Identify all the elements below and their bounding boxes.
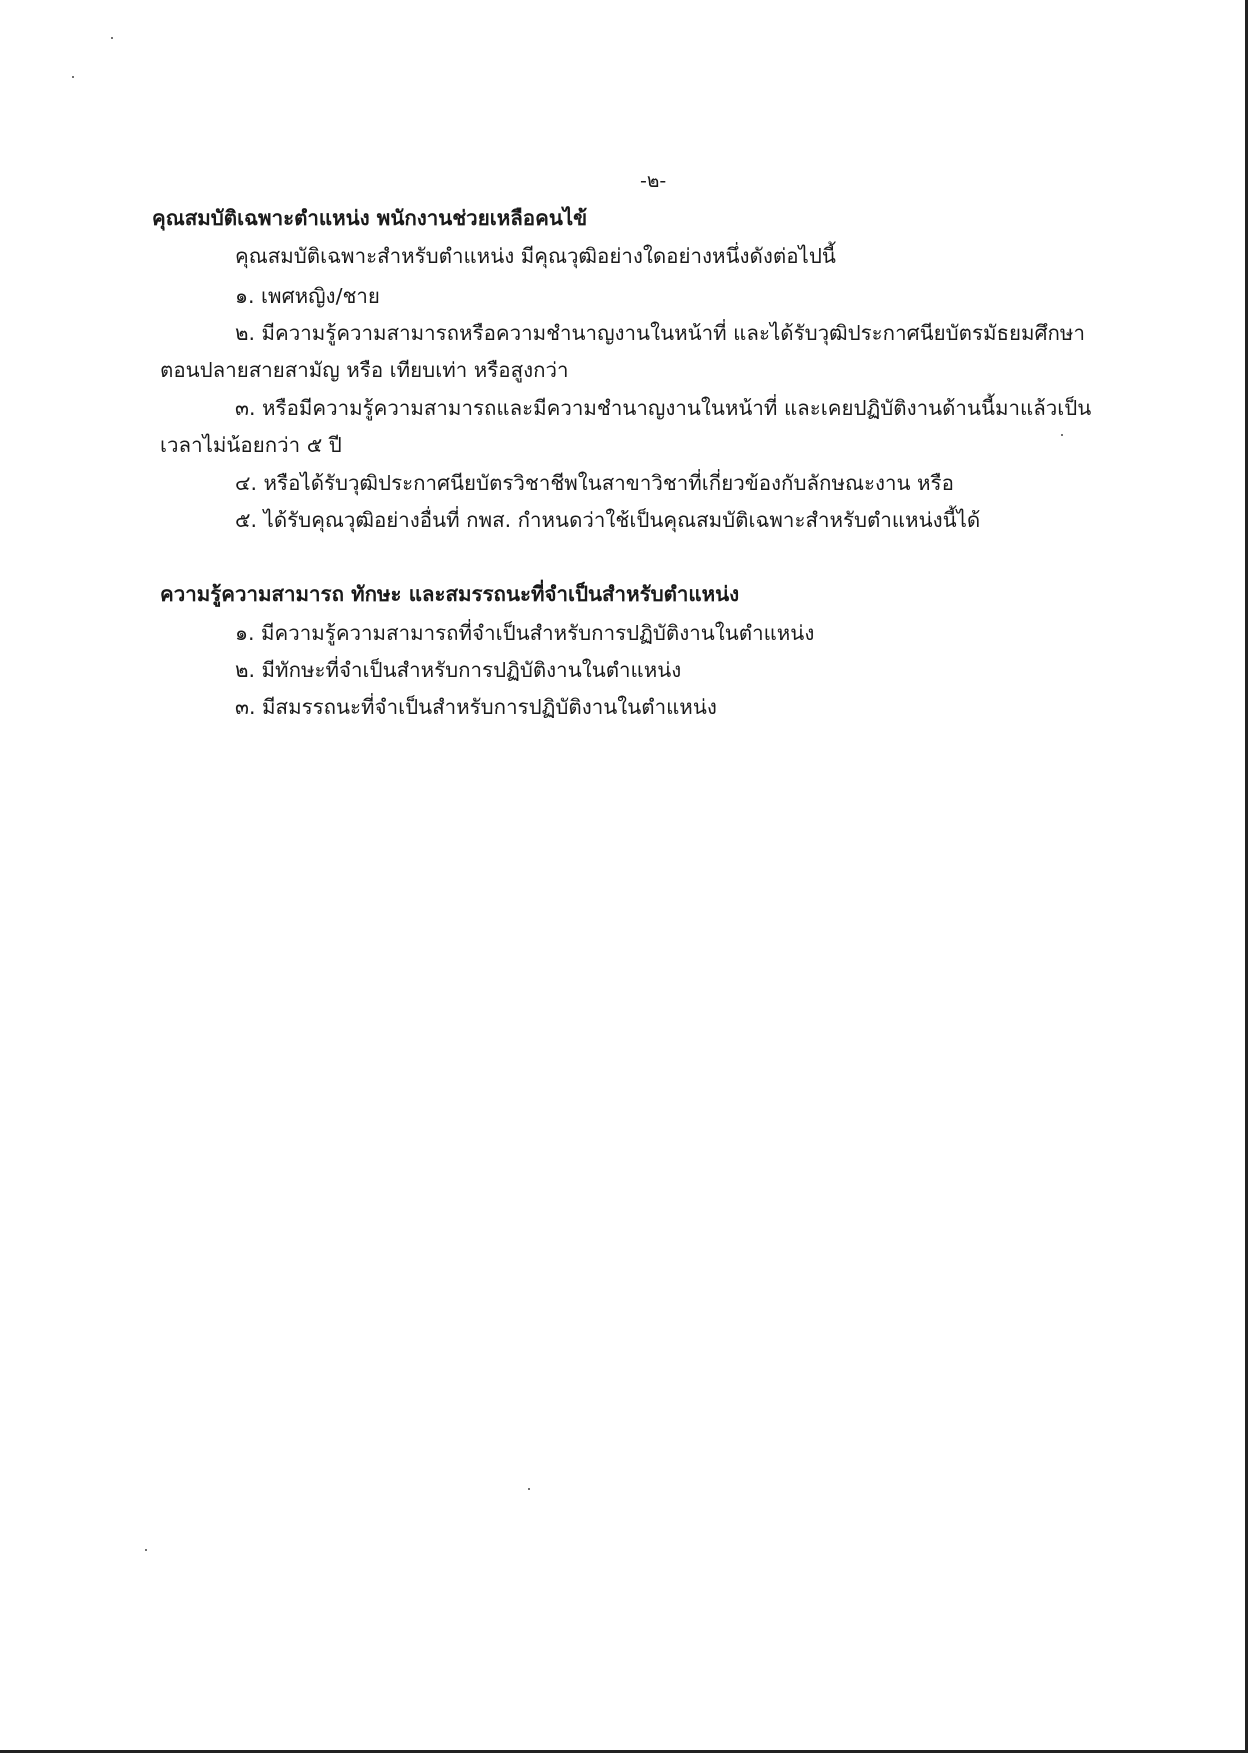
scan-speck (528, 1488, 530, 1490)
section2-heading: ความรู้ความสามารถ ทักษะ และสมรรถนะที่จำเป็นสำหรับตำแหน่ง (160, 582, 740, 606)
competency-item-3: ๓. มีสมรรถนะที่จำเป็นสำหรับการปฏิบัติงานในตำแหน่ง (235, 695, 717, 719)
section1-intro: คุณสมบัติเฉพาะสำหรับตำแหน่ง มีคุณวุฒิอย่างใดอย่างหนึ่งดังต่อไปนี้ (235, 244, 836, 268)
qualification-item-4: ๔. หรือได้รับวุฒิประกาศนียบัตรวิชาชีพในสาขาวิชาที่เกี่ยวข้องกับลักษณะงาน หรือ (235, 471, 954, 495)
qualification-item-3: ๓. หรือมีความรู้ความสามารถและมีความชำนาญงานในหน้าที่ และเคยปฏิบัติงานด้านนี้มาแล้วเป็น (235, 396, 1092, 420)
competency-item-2: ๒. มีทักษะที่จำเป็นสำหรับการปฏิบัติงานในตำแหน่ง (235, 658, 682, 682)
qualification-item-2: ๒. มีความรู้ความสามารถหรือความชำนาญงานในหน้าที่ และได้รับวุฒิประกาศนียบัตรมัธยมศึกษา (235, 321, 1085, 345)
scan-speck (111, 37, 113, 39)
qualification-item-5: ๕. ได้รับคุณวุฒิอย่างอื่นที่ กพส. กำหนดว่าใช้เป็นคุณสมบัติเฉพาะสำหรับตำแหน่งนี้ได้ (235, 508, 981, 532)
scan-speck (145, 1549, 147, 1551)
section1-heading: คุณสมบัติเฉพาะตำแหน่ง พนักงานช่วยเหลือคนไข้ (152, 206, 588, 230)
scan-speck (1061, 434, 1063, 436)
qualification-item-2-continued: ตอนปลายสายสามัญ หรือ เทียบเท่า หรือสูงกว่า (160, 358, 569, 382)
scan-speck (72, 76, 74, 78)
competency-item-1: ๑. มีความรู้ความสามารถที่จำเป็นสำหรับการปฏิบัติงานในตำแหน่ง (235, 621, 815, 645)
page-number: -๒- (640, 170, 667, 192)
qualification-item-1: ๑. เพศหญิง/ชาย (235, 284, 380, 308)
qualification-item-3-continued: เวลาไม่น้อยกว่า ๕ ปี (160, 433, 342, 457)
